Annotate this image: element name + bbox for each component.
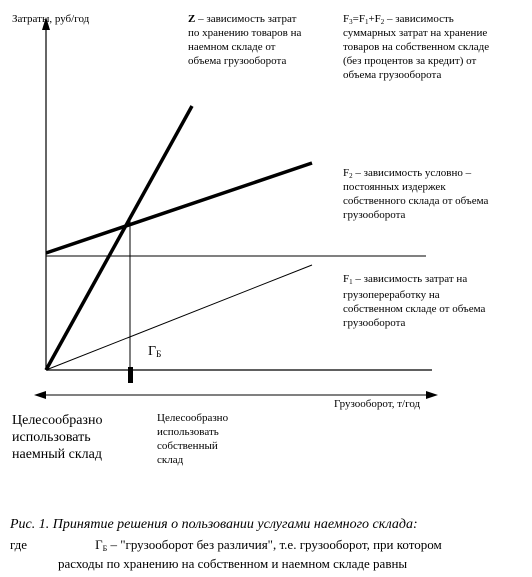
z-line [46, 106, 192, 370]
f2-desc-line-2: собственного склада от объема [343, 195, 489, 207]
z-desc-line-1: по хранению товаров на [188, 27, 302, 39]
figure-caption: Рис. 1. Принятие решения о пользовании услугами наемного склада: [10, 517, 418, 532]
region-arrow-left-head [34, 391, 46, 399]
f1-desc-line-2: собственном складе от объема [343, 303, 486, 315]
gb-tick [128, 367, 133, 383]
z-desc-line-2: наемном складе от [188, 41, 276, 53]
z-desc-line-3: объема грузооборота [188, 55, 287, 67]
left-region-line-2: использовать [12, 430, 91, 445]
f3-desc-line-3: (без процентов за кредит) от [343, 55, 477, 67]
f1-line [46, 265, 312, 370]
right-region-line-2: использовать [157, 426, 219, 438]
left-region-line-1: Целесообразно [12, 413, 103, 428]
f1-label: $F_1$ – зависимость затрат на [343, 273, 468, 286]
x-axis-label: Грузооборот, т/год [334, 398, 421, 410]
f3-desc-line-4: объема грузооборота [343, 69, 442, 81]
f3-desc-line-1: суммарных затрат на хранение [343, 27, 488, 39]
f1-desc-line-1: грузопереработку на [343, 289, 440, 301]
footnote-where: где [10, 537, 28, 552]
f3-desc-line-2: товаров на собственном складе [343, 41, 490, 53]
f3-label: $F_3=F_1+F_2$ – зависимость [343, 13, 454, 26]
y-axis-label: Затраты, руб/год [12, 13, 90, 25]
f2-label: $F_2$ – зависимость условно – [343, 167, 472, 180]
z-label-rest: – зависимость затрат [195, 13, 297, 25]
f2-desc-line-3: грузооборота [343, 209, 406, 221]
right-region-line-1: Целесообразно [157, 412, 229, 424]
footnote-line-2: расходы по хранению на собственном и наемном складе равны [58, 556, 408, 571]
f3-line [46, 163, 312, 253]
z-label [188, 12, 296, 26]
gb-label: $Г_Б$ [148, 344, 162, 359]
f1-desc-line-3: грузооборота [343, 317, 406, 329]
right-region-line-4: склад [157, 454, 184, 466]
z-label-bold: Z [188, 13, 196, 25]
f2-desc-line-1: постоянных издержек [343, 181, 446, 193]
footnote-line-1: где $Г_Б$ – "грузооборот без различия", т.е. грузооборот, при котором [10, 537, 442, 553]
left-region-line-3: наемный склад [12, 447, 103, 462]
region-arrow-right-head [426, 391, 438, 399]
right-region-line-3: собственный [157, 440, 218, 452]
